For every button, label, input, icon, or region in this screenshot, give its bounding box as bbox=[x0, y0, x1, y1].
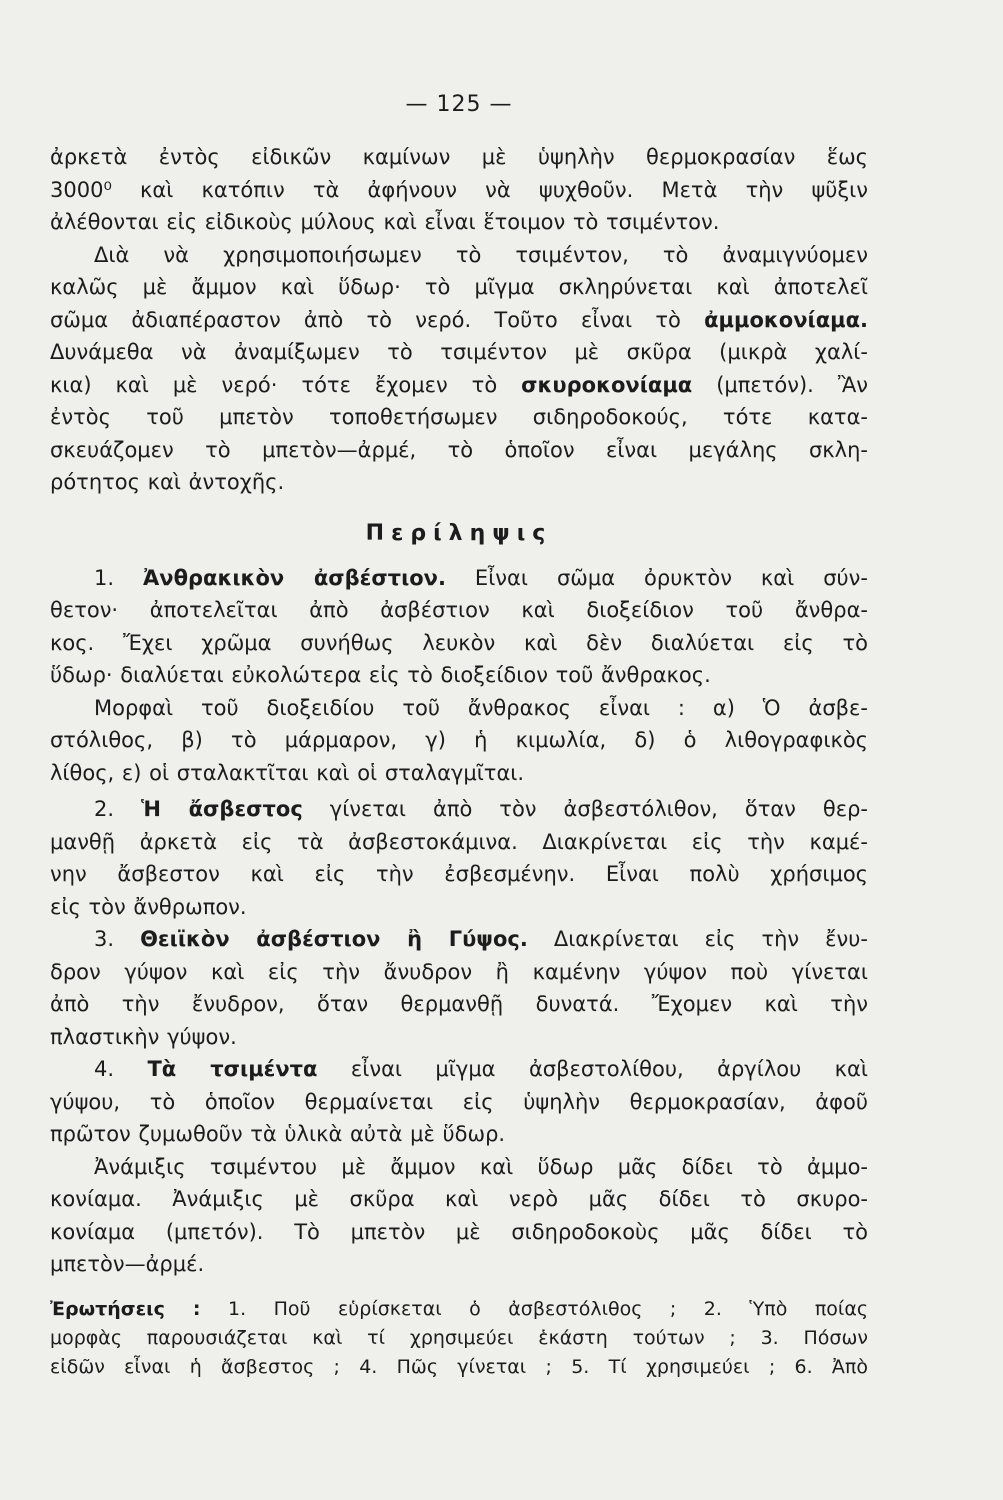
text-span: εἶναι μῖγμα ἀσβεστολίθου, ἀργίλου καὶ bbox=[317, 1057, 868, 1081]
text-line: θετον· ἀποτελεῖται ἀπὸ ἀσβέστιον καὶ διοξείδιον τοῦ ἄνθρα- bbox=[50, 598, 868, 622]
text-line: ρότητος καὶ ἀντοχῆς. bbox=[50, 470, 285, 494]
text-line: πρῶτον ζυμωθοῦν τὰ ὑλικὰ αὐτὰ μὲ ὕδωρ. bbox=[50, 1122, 506, 1146]
text-line: εἰδῶν εἶναι ἡ ἄσβεστος ; 4. Πῶς γίνεται ; 5. Τί χρησιμεύει ; 6. Ἀπὸ bbox=[50, 1355, 868, 1378]
text-line: εἰς τὸν ἄνθρωπον. bbox=[50, 894, 247, 919]
item-title: Θειϊκὸν ἀσβέστιον ἢ Γύψος. bbox=[140, 927, 528, 951]
term-skyrokoniama: σκυροκονίαμα bbox=[521, 372, 693, 397]
text-span: 1. Ποῦ εὑρίσκεται ὁ ἀσβεστόλιθος ; 2. Ὑπὸ ποίας bbox=[200, 1297, 868, 1320]
text-line: κονίαμα. Ἀνάμιξις μὲ σκῦρα καὶ νερὸ μᾶς δίδει τὸ σκυρο- bbox=[50, 1187, 868, 1211]
item-number: 1. bbox=[94, 565, 144, 590]
item-title: Τὰ τσιμέντα bbox=[147, 1057, 318, 1081]
text-line: Μορφαὶ τοῦ διοξειδίου τοῦ ἄνθρακος εἶναι : α) Ὁ ἀσβε- bbox=[94, 695, 868, 720]
term-ammokoniama: ἀμμοκονίαμα. bbox=[704, 307, 868, 332]
intro-paragraph bbox=[50, 141, 868, 499]
text-span: (μπετόν). Ἂν bbox=[692, 372, 868, 397]
text-line bbox=[50, 923, 868, 956]
text-line: κονίαμα (μπετόν). Τὸ μπετὸν μὲ σιδηροδοκοὺς μᾶς δίδει τὸ bbox=[50, 1219, 868, 1244]
text-line: ἀλέθονται εἰς εἰδικοὺς μύλους καὶ εἶναι ἕτοιμον τὸ τσιμέντον. bbox=[50, 210, 720, 234]
text-line: στόλιθος, β) τὸ μάρμαρον, γ) ἡ κιμωλία, δ) ὁ λιθογραφικὸς bbox=[50, 728, 868, 752]
summary-item-2 bbox=[50, 793, 868, 923]
text-line bbox=[50, 793, 868, 826]
page-number: — 125 — bbox=[405, 92, 513, 117]
text-line bbox=[50, 304, 868, 337]
text-line: ἀρκετὰ ἐντὸς εἰδικῶν καμίνων μὲ ὑψηλὴν θερμοκρασίαν ἕως bbox=[50, 145, 868, 169]
text-line bbox=[50, 562, 868, 595]
text-span: Διακρίνεται εἰς τὴν ἔνυ- bbox=[527, 927, 868, 951]
section-heading: Περίληψις bbox=[365, 520, 553, 546]
item-title: Ἡ ἄσβεστος bbox=[141, 797, 303, 821]
text-line: κος. Ἔχει χρῶμα συνήθως λευκὸν καὶ δὲν διαλύεται εἰς τὸ bbox=[50, 630, 868, 655]
text-span: Εἶναι σῶμα ὀρυκτὸν καὶ σύν- bbox=[445, 565, 868, 590]
summary-item-5 bbox=[50, 1151, 868, 1281]
summary-item-4 bbox=[50, 1053, 868, 1151]
item-number: 2. bbox=[94, 797, 142, 821]
text-line: Ἀνάμιξις τσιμέντου μὲ ἄμμον καὶ ὕδωρ μᾶς δίδει τὸ ἀμμο- bbox=[94, 1154, 868, 1179]
text-line: μπετὸν—ἀρμέ. bbox=[50, 1252, 205, 1276]
book-page bbox=[50, 92, 868, 1382]
text-line bbox=[50, 1295, 868, 1324]
text-line bbox=[50, 1053, 868, 1086]
text-line: μανθῇ ἀρκετὰ εἰς τὰ ἀσβεστοκάμινα. Διακρίνεται εἰς τὴν καμέ- bbox=[50, 829, 868, 854]
summary-item-3 bbox=[50, 923, 868, 1053]
text-line: καλῶς μὲ ἄμμον καὶ ὕδωρ· τὸ μῖγμα σκληρύνεται καὶ ἀποτελεῖ bbox=[50, 275, 868, 299]
text-line: ἐντὸς τοῦ μπετὸν τοποθετήσωμεν σιδηροδοκούς, τότε κατα- bbox=[50, 405, 868, 429]
text-line: ἀπὸ τὴν ἔνυδρον, ὅταν θερμανθῇ δυνατά. Ἔχομεν καὶ τὴν bbox=[50, 992, 868, 1016]
text-line: ὕδωρ· διαλύεται εὐκολώτερα εἰς τὸ διοξείδιον τοῦ ἄνθρακος. bbox=[50, 663, 711, 687]
text-line: γύψου, τὸ ὁποῖον θερμαίνεται εἰς ὑψηλὴν θερμοκρασίαν, ἀφοῦ bbox=[50, 1089, 868, 1114]
text-span: γίνεται ἀπὸ τὸν ἀσβεστόλιθον, ὅταν θερ- bbox=[302, 797, 869, 821]
text-line bbox=[50, 369, 868, 402]
questions-label: Ἐρωτήσεις : bbox=[50, 1297, 201, 1320]
summary-item-1 bbox=[50, 562, 868, 790]
item-title: Ἀνθρακικὸν ἀσβέστιον. bbox=[143, 565, 446, 590]
item-number: 3. bbox=[94, 927, 141, 951]
text-span: σῶμα ἀδιαπέραστον ἀπὸ τὸ νερό. Τοῦτο εἶναι τὸ bbox=[50, 307, 705, 332]
text-line: πλαστικὴν γύψον. bbox=[50, 1024, 237, 1049]
text-line: 3000⁰ καὶ κατόπιν τὰ ἀφήνουν νὰ ψυχθοῦν. Μετὰ τὴν ψῦξιν bbox=[50, 177, 868, 202]
text-line: σκευάζομεν τὸ μπετὸν—ἀρμέ, τὸ ὁποῖον εἶναι μεγάλης σκλη- bbox=[50, 437, 868, 462]
text-line: λίθος, ε) οἱ σταλακτῖται καὶ οἱ σταλαγμῖται. bbox=[50, 760, 525, 785]
text-line: δρον γύψον καὶ εἰς τὴν ἄνυδρον ἢ καμένην γύψον ποὺ γίνεται bbox=[50, 959, 868, 984]
text-line: νην ἄσβεστον καὶ εἰς τὴν ἐσβεσμένην. Εἶναι πολὺ χρήσιμος bbox=[50, 862, 868, 886]
text-line: μορφὰς παρουσιάζεται καὶ τί χρησιμεύει ἑκάστη τούτων ; 3. Πόσων bbox=[50, 1326, 868, 1349]
text-span: κια) καὶ μὲ νερό· τότε ἔχομεν τὸ bbox=[50, 372, 522, 397]
text-line: Δυνάμεθα νὰ ἀναμίξωμεν τὸ τσιμέντον μὲ σκῦρα (μικρὰ χαλί- bbox=[50, 340, 868, 364]
text-line: Διὰ νὰ χρησιμοποιήσωμεν τὸ τσιμέντον, τὸ ἀναμιγνύομεν bbox=[94, 242, 868, 267]
questions-block bbox=[50, 1295, 868, 1382]
item-number: 4. bbox=[94, 1057, 148, 1081]
